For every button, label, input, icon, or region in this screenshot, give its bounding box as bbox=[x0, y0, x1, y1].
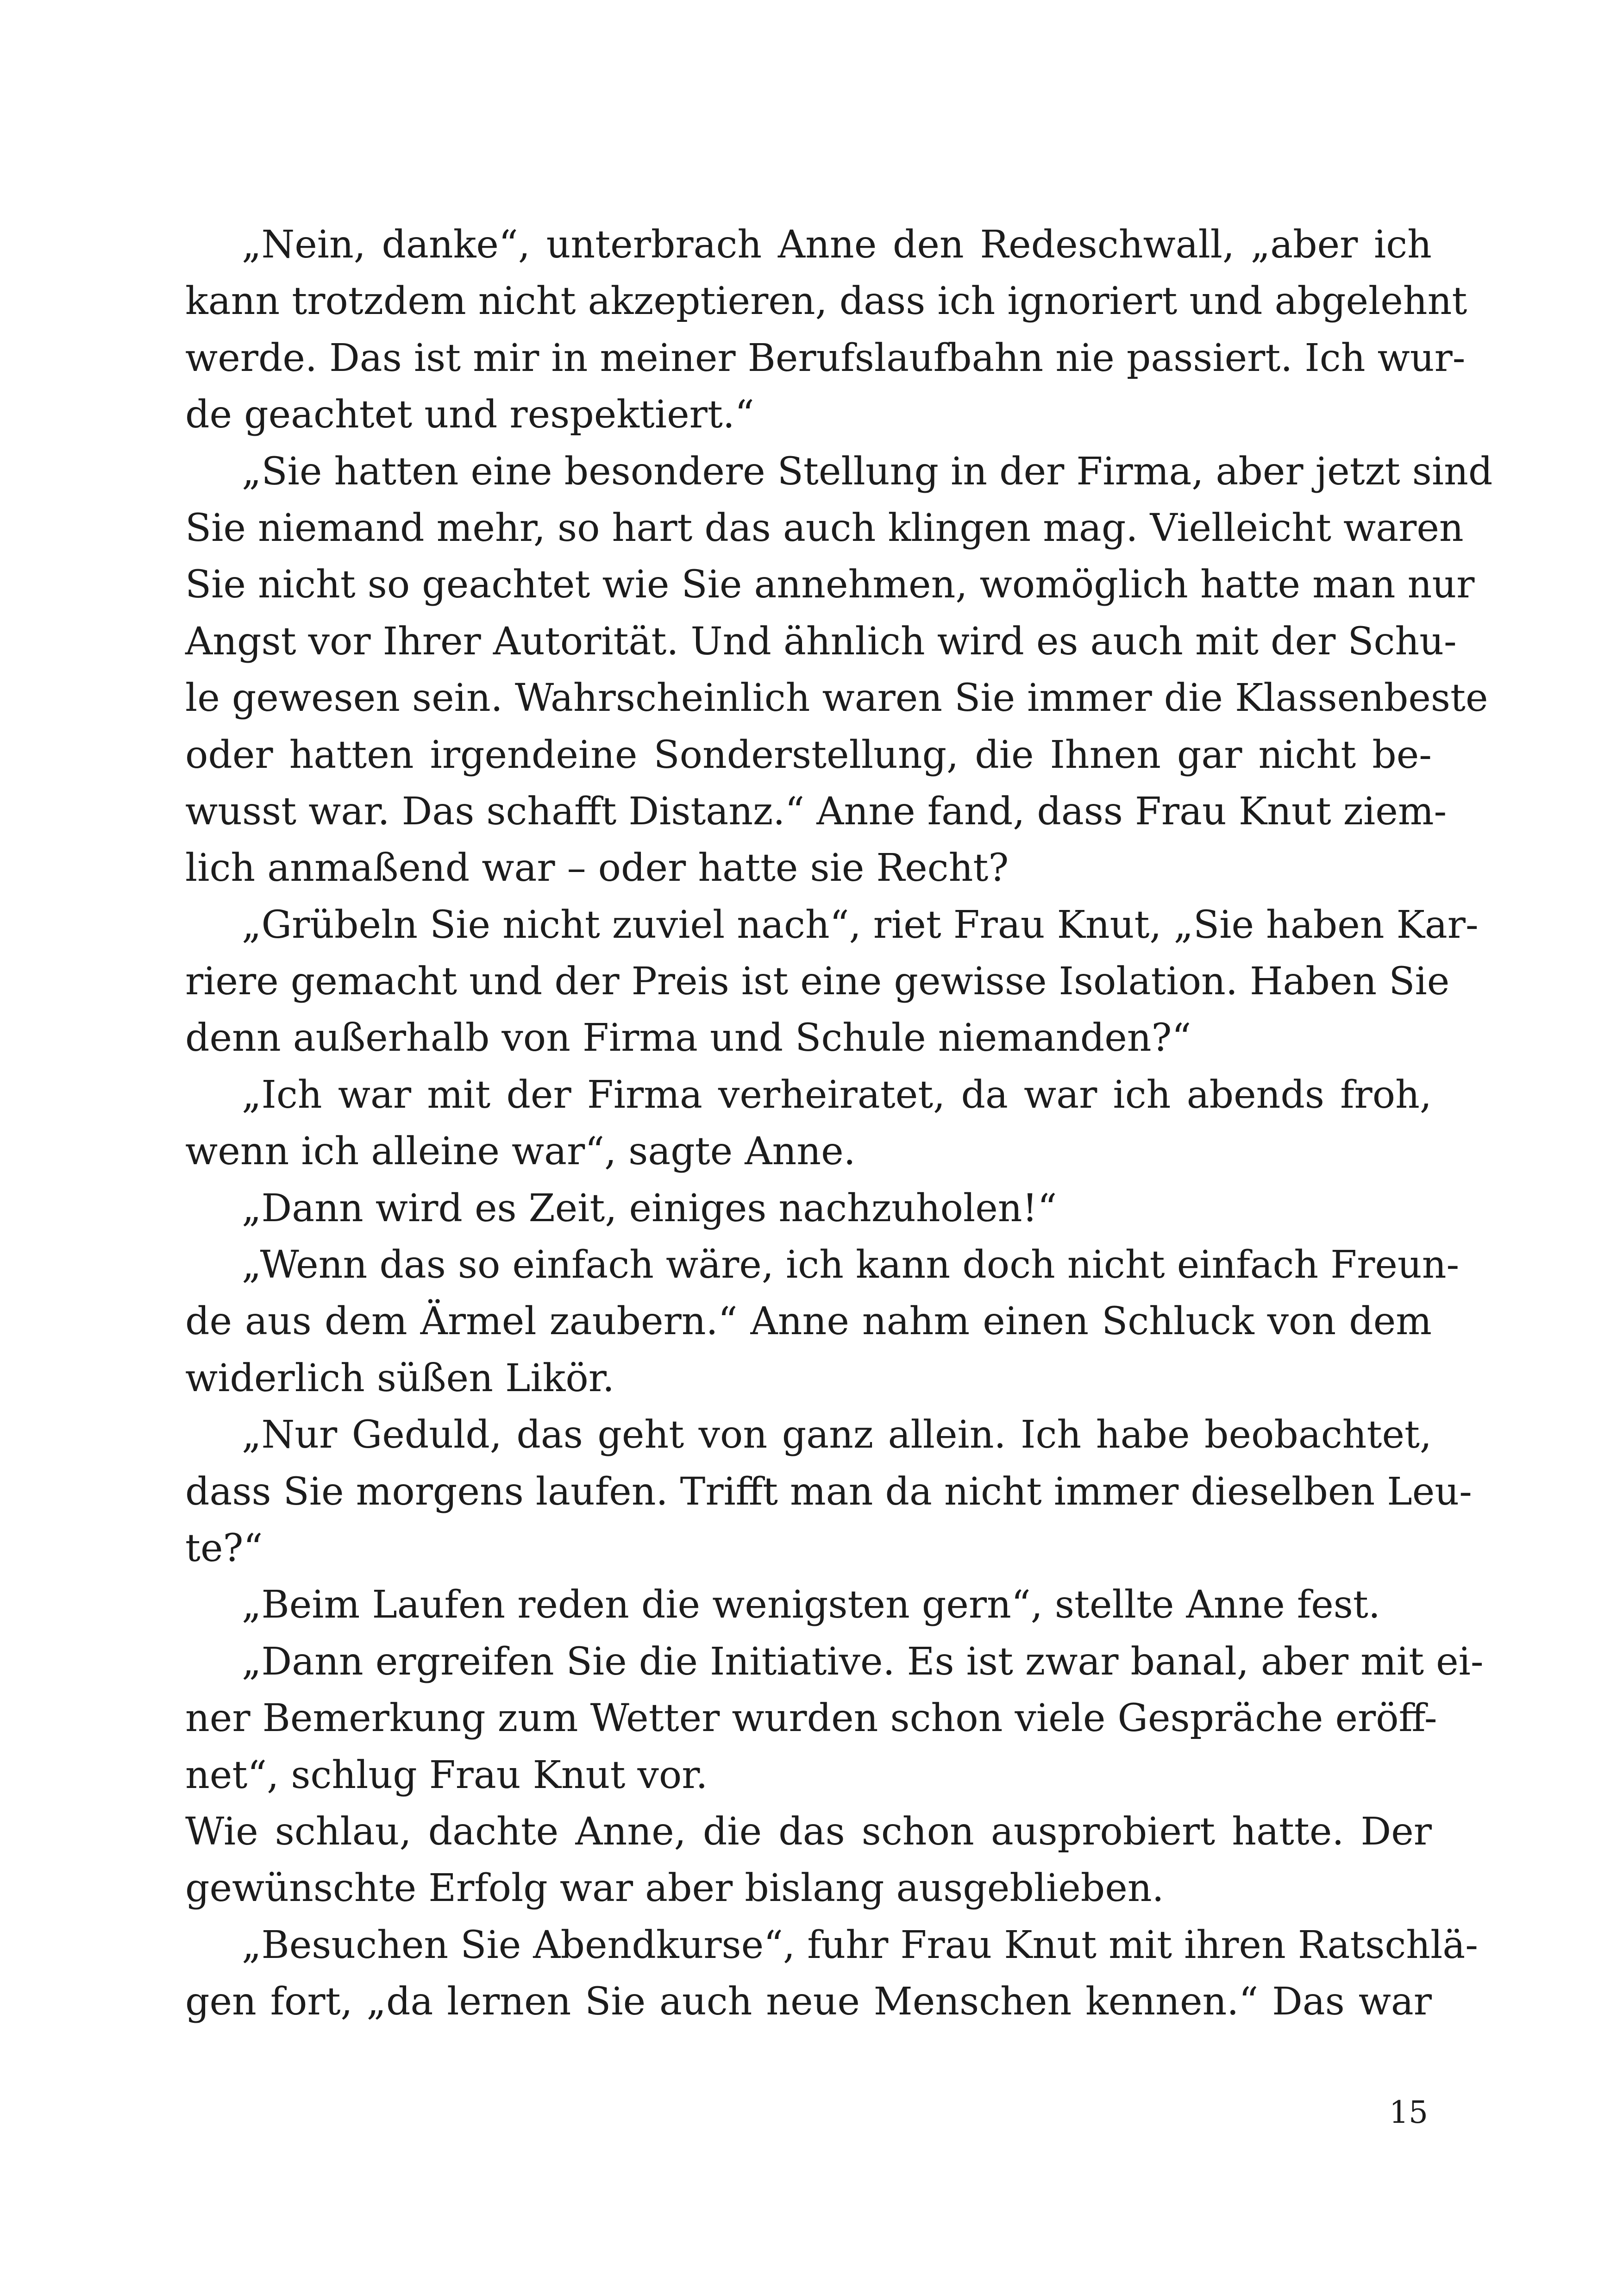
text-line: Sie niemand mehr, so hart das auch klingen mag. Vielleicht waren bbox=[185, 506, 1464, 550]
text-line: werde. Das ist mir in meiner Berufslaufbahn nie passiert. Ich wur- bbox=[185, 336, 1466, 380]
text-line: „Dann wird es Zeit, einiges nachzuholen!“ bbox=[242, 1186, 1057, 1230]
text-line: kann trotzdem nicht akzeptieren, dass ich ignoriert und abgelehnt bbox=[185, 279, 1467, 324]
text-line: de aus dem Ärmel zaubern.“ Anne nahm einen Schluck von dem bbox=[185, 1299, 1432, 1344]
text-line: „Nur Geduld, das geht von ganz allein. Ich habe beobachtet, bbox=[242, 1413, 1432, 1457]
text-line: „Grübeln Sie nicht zuviel nach“, riet Frau Knut, „Sie haben Kar- bbox=[242, 903, 1479, 947]
text-line: Angst vor Ihrer Autorität. Und ähnlich wird es auch mit der Schu- bbox=[185, 619, 1457, 664]
text-line: le gewesen sein. Wahrscheinlich waren Sie immer die Klassenbeste bbox=[185, 676, 1488, 721]
text-line: wenn ich alleine war“, sagte Anne. bbox=[185, 1129, 856, 1174]
text-line: lich anmaßend war – oder hatte sie Recht? bbox=[185, 846, 1009, 891]
text-line: widerlich süßen Likör. bbox=[185, 1356, 614, 1400]
text-line: gen fort, „da lernen Sie auch neue Menschen kennen.“ Das war bbox=[185, 1980, 1432, 2024]
text-line: te?“ bbox=[185, 1526, 263, 1570]
text-line: „Dann ergreifen Sie die Initiative. Es ist zwar banal, aber mit ei- bbox=[242, 1639, 1484, 1684]
text-line: oder hatten irgendeine Sonderstellung, die Ihnen gar nicht be- bbox=[185, 733, 1432, 777]
text-line: riere gemacht und der Preis ist eine gewisse Isolation. Haben Sie bbox=[185, 960, 1450, 1004]
text-line: „Besuchen Sie Abendkurse“, fuhr Frau Knut mit ihren Ratschlä- bbox=[242, 1923, 1478, 1967]
text-line: de geachtet und respektiert.“ bbox=[185, 393, 754, 437]
text-line: „Beim Laufen reden die wenigsten gern“, stellte Anne fest. bbox=[242, 1583, 1380, 1627]
text-line: „Ich war mit der Firma verheiratet, da war ich abends froh, bbox=[242, 1073, 1432, 1117]
text-line: „Wenn das so einfach wäre, ich kann doch nicht einfach Freun- bbox=[242, 1243, 1460, 1287]
page-number: 15 bbox=[1389, 2095, 1428, 2130]
text-line: gewünschte Erfolg war aber bislang ausgeblieben. bbox=[185, 1866, 1164, 1911]
text-line: denn außerhalb von Firma und Schule niemanden?“ bbox=[185, 1016, 1191, 1060]
text-line: Wie schlau, dachte Anne, die das schon ausprobiert hatte. Der bbox=[185, 1809, 1432, 1854]
text-line: wusst war. Das schafft Distanz.“ Anne fand, dass Frau Knut ziem- bbox=[185, 789, 1447, 834]
text-line: net“, schlug Frau Knut vor. bbox=[185, 1753, 708, 1797]
text-line: ner Bemerkung zum Wetter wurden schon viele Gespräche eröff- bbox=[185, 1696, 1437, 1741]
text-line: Sie nicht so geachtet wie Sie annehmen, womöglich hatte man nur bbox=[185, 563, 1475, 607]
text-line: dass Sie morgens laufen. Trifft man da nicht immer dieselben Leu- bbox=[185, 1469, 1472, 1514]
text-line: „Nein, danke“, unterbrach Anne den Redeschwall, „aber ich bbox=[242, 223, 1432, 267]
body-text bbox=[185, 217, 1493, 2031]
text-line: „Sie hatten eine besondere Stellung in der Firma, aber jetzt sind bbox=[242, 449, 1493, 494]
